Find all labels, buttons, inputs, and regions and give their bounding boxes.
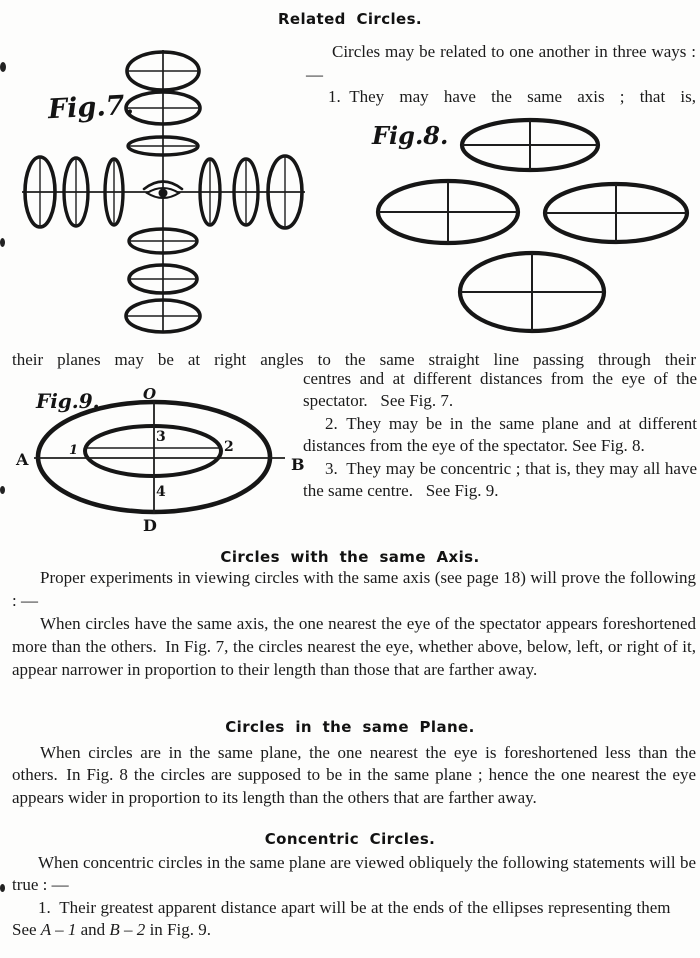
section-heading-same-plane: Circles in the same Plane. [225, 718, 475, 736]
scan-speck [0, 486, 5, 494]
fig8-right-ellipse [545, 184, 687, 242]
scan-speck [0, 884, 5, 892]
fig8-bottom-ellipse [460, 253, 604, 331]
fig9-point-4: 4 [156, 484, 166, 500]
section-heading-same-axis: Circles with the same Axis. [220, 548, 480, 566]
reference-B2: B – 2 [109, 920, 146, 940]
scan-speck [0, 62, 6, 72]
scan-speck [0, 238, 5, 247]
fig8-top-ellipse [462, 120, 598, 170]
fig8-left-ellipse [378, 181, 518, 243]
intro-item-1-end: centres and at different distances from the eye of the spectator. See Fig. 7. [303, 369, 697, 411]
concentric-section [12, 852, 696, 942]
fig9-point-B: B [291, 455, 305, 474]
same-axis-paragraph-2: When circles have the same axis, the one nearest the eye of the spectator appears foreshortened more than the others. In Fig. 7, the circles nearest the eye, whether above, below, left, or right of it, appear narrower in proportion to their length than those that are farther away. [12, 614, 696, 679]
intro-items-column [303, 368, 697, 502]
concentric-paragraph-1: When concentric circles in the same plane are viewed obliquely the following statements will be true : — [12, 853, 696, 895]
same-axis-section [12, 566, 696, 681]
same-plane-section [12, 742, 696, 809]
intro-item-3: 3. They may be concentric ; that is, they may all have the same centre. See Fig. 9. [303, 458, 697, 501]
intro-item-2: 2. They may be in the same plane and at different distances from the eye of the spectator. See Fig. 8. [303, 413, 697, 456]
fig9-point-1: 1 [69, 443, 79, 458]
fig9-caption: Fig.9. [36, 389, 100, 413]
fig9-point-O: O [143, 385, 157, 403]
reference-A1: A – 1 [40, 920, 77, 940]
fig8-caption: Fig.8. [372, 121, 449, 150]
fig9-figure [12, 383, 312, 535]
section-heading-related-circles: Related Circles. [277, 10, 423, 28]
concentric-paragraph-2 [12, 897, 696, 942]
fig9-inner-ellipse [85, 426, 221, 476]
same-plane-paragraph-1: When circles are in the same plane, the one nearest the eye is foreshortened less than the others. In Fig. 8 the circles are supposed to be in the same plane ; hence the one nearest the eye appears wider in proportion to its length than the others that are farther away. [12, 743, 696, 807]
fig9-point-A: A [16, 450, 29, 469]
fig7-figure [8, 42, 308, 338]
concentric-item-1-and: and [76, 920, 110, 940]
concentric-item-1-tail: in Fig. 9. [145, 920, 211, 940]
intro-paragraph: Circles may be related to one another in three ways : — [306, 42, 696, 84]
concentric-item-1-text: 1. Their greatest apparent distance apart will be at the ends of the ellipses representing them See [12, 897, 696, 940]
intro-item-1-continuation: their planes may be at right angles to the same straight line passing through their [12, 350, 696, 369]
same-axis-paragraph-1: Proper experiments in viewing circles with the same axis (see page 18) will prove the following : — [12, 568, 696, 610]
fig9-point-3: 3 [156, 429, 166, 445]
fig8-figure [368, 112, 700, 342]
fig9-point-2: 2 [224, 439, 234, 455]
intro-item-1: 1. They may have the same axis ; that is, [328, 87, 696, 106]
fig9-point-D: D [143, 516, 157, 535]
fig7-caption: Fig.7. [47, 89, 135, 126]
section-heading-concentric: Concentric Circles. [264, 830, 436, 848]
